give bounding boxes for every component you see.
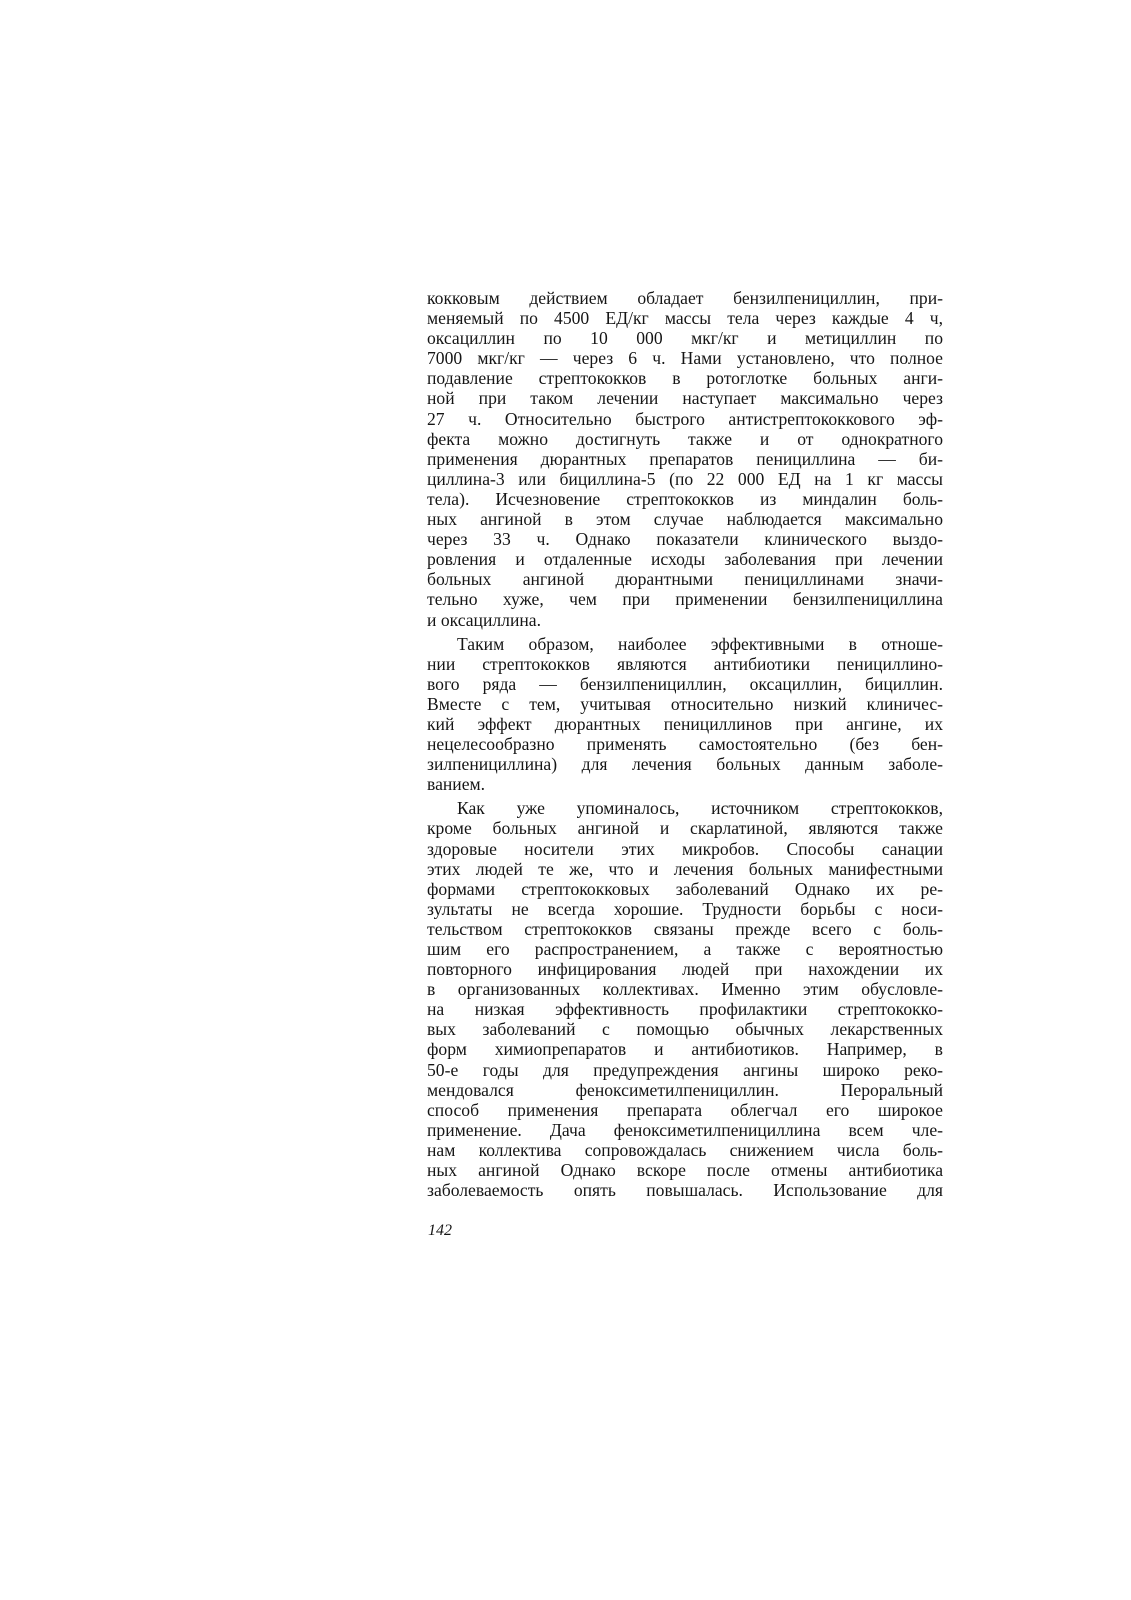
text-line: ной при таком лечении наступает максимально через xyxy=(427,388,943,409)
text-line: заболеваемость опять повышалась. Использование для xyxy=(427,1180,943,1201)
text-line: Таким образом, наиболее эффективными в отноше- xyxy=(457,633,943,654)
text-line: форм химиопрепаратов и антибиотиков. Например, в xyxy=(427,1039,943,1060)
text-line: 50-е годы для предупреждения ангины широко реко- xyxy=(427,1059,943,1080)
text-line: здоровые носители этих микробов. Способы санации xyxy=(427,838,943,859)
text-line: 27 ч. Относительно быстрого антистрептококкового эф- xyxy=(427,408,943,429)
text-line: мендовался феноксиметилпенициллин. Пероральный xyxy=(427,1079,943,1100)
text-line: этих людей те же, что и лечения больных манифестными xyxy=(427,858,943,879)
text-line: ванием. xyxy=(427,774,486,795)
text-line: нецелесообразно применять самостоятельно (без бен- xyxy=(427,734,943,755)
text-line: Вместе с тем, учитывая относительно низкий клиничес- xyxy=(427,693,943,714)
text-line: фекта можно достигнуть также и от однократного xyxy=(427,428,943,449)
text-line: в организованных коллективах. Именно этим обусловле- xyxy=(427,979,943,1000)
text-line: тельством стрептококков связаны прежде всего с боль- xyxy=(427,918,943,939)
text-line: ных ангиной Однако вскоре после отмены антибиотика xyxy=(427,1160,943,1181)
text-line: циллина-3 или бициллина-5 (по 22 000 ЕД на 1 кг массы xyxy=(427,468,943,489)
text-line: применение. Дача феноксиметилпенициллина всем чле- xyxy=(427,1119,943,1140)
text-line: оксациллин по 10 000 мкг/кг и метициллин по xyxy=(427,328,943,349)
text-line: кроме больных ангиной и скарлатиной, являются также xyxy=(427,818,943,839)
text-line: подавление стрептококков в ротоглотке больных анги- xyxy=(427,368,943,389)
text-line: на низкая эффективность профилактики стрептококко- xyxy=(427,999,943,1020)
text-line: ровления и отдаленные исходы заболевания при лечении xyxy=(427,549,943,570)
text-line: больных ангиной дюрантными пенициллинами значи- xyxy=(427,569,943,590)
text-line: вого ряда — бензилпенициллин, оксациллин, бициллин. xyxy=(427,673,943,694)
text-line: через 33 ч. Однако показатели клинического выздо- xyxy=(427,529,943,550)
text-line: повторного инфицирования людей при нахождении их xyxy=(427,959,943,980)
text-line: 7000 мкг/кг — через 6 ч. Нами установлено, что полное xyxy=(427,348,943,369)
body-text xyxy=(427,288,943,1200)
text-line: и оксациллина. xyxy=(427,609,541,630)
text-line: меняемый по 4500 ЕД/кг массы тела через каждые 4 ч, xyxy=(427,308,943,329)
text-line: Как уже упоминалось, источником стрептококков, xyxy=(457,798,943,819)
text-line: тела). Исчезновение стрептококков из миндалин боль- xyxy=(427,488,943,509)
text-line: кокковым действием обладает бензилпенициллин, при- xyxy=(427,288,943,308)
text-line: способ применения препарата облегчал его широкое xyxy=(427,1099,943,1120)
text-line: кий эффект дюрантных пенициллинов при ангине, их xyxy=(427,713,943,734)
text-line: ных ангиной в этом случае наблюдается максимально xyxy=(427,509,943,530)
page-number: 142 xyxy=(428,1222,452,1239)
text-line: применения дюрантных препаратов пенициллина — би- xyxy=(427,448,943,469)
text-line: тельно хуже, чем при применении бензилпенициллина xyxy=(427,589,943,610)
text-line: вых заболеваний с помощью обычных лекарственных xyxy=(427,1019,943,1040)
text-line: формами стрептококковых заболеваний Однако их ре- xyxy=(427,878,943,899)
text-line: зилпенициллина) для лечения больных данным заболе- xyxy=(427,754,943,775)
text-line: нии стрептококков являются антибиотики пенициллино- xyxy=(427,653,943,674)
text-line: нам коллектива сопровождалась снижением числа боль- xyxy=(427,1139,943,1160)
text-line: зультаты не всегда хорошие. Трудности борьбы с носи- xyxy=(427,898,943,919)
text-line: шим его распространением, а также с вероятностью xyxy=(427,939,943,959)
